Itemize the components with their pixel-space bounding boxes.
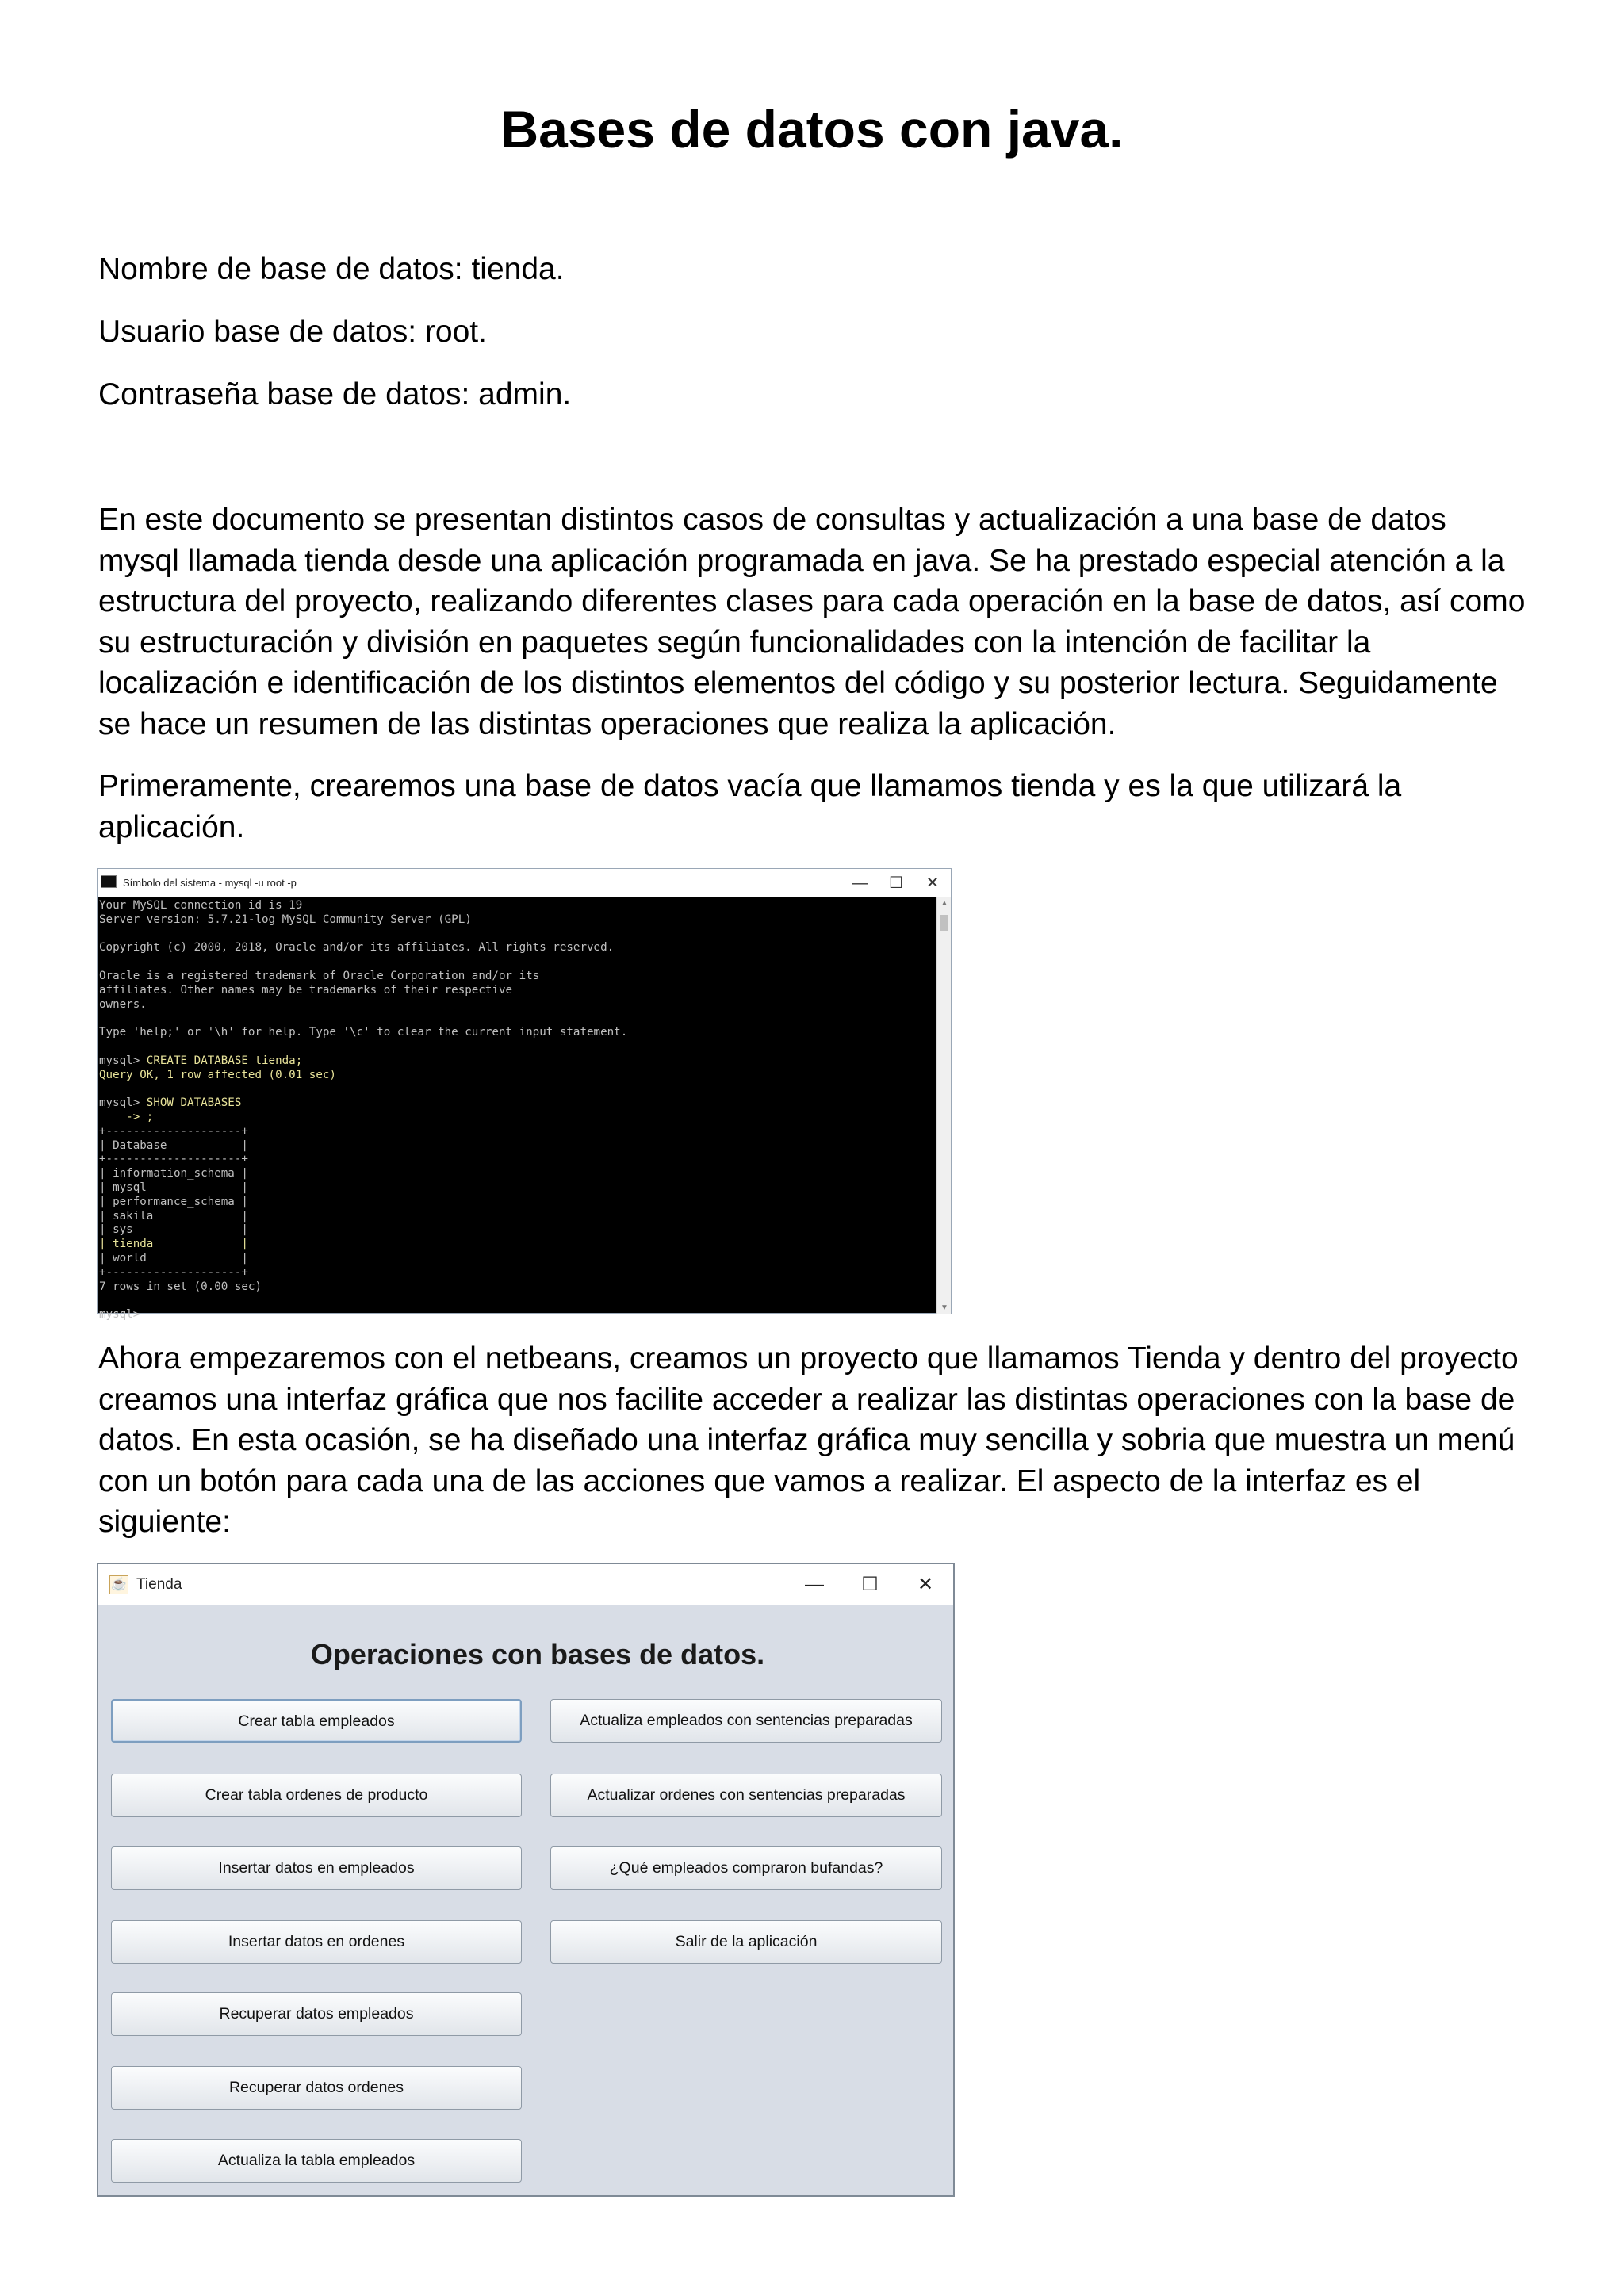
scroll-up-arrow-icon[interactable]: ▲ — [940, 899, 948, 908]
console-scrollbar[interactable] — [936, 897, 951, 1314]
update-orders-prepared-button[interactable]: Actualizar ordenes con sentencias preparadas — [550, 1774, 942, 1817]
netbeans-paragraph: Ahora empezaremos con el netbeans, creamos un proyecto que llamamos Tienda y dentro del proyecto creamos una interfaz gráfica que nos facilite acceder a realizar las distintas operaciones con la base de datos. En esta ocasión, se ha diseñado una interfaz gráfica muy sencilla y sobria que muestra un menú con un botón para cada una de las acciones que vamos a realizar. El aspecto de la interfaz es el siguiente: — [98, 1341, 1519, 1539]
app-maximize-button[interactable]: ☐ — [861, 1574, 879, 1595]
console-line — [99, 955, 936, 970]
console-line: affiliates. Other names may be trademarks of their respective — [99, 983, 513, 997]
database-user-line: Usuario base de datos: root. — [98, 315, 487, 349]
scrollbar-thumb[interactable] — [940, 915, 948, 931]
console-line: -> ; — [99, 1110, 154, 1123]
console-line: | mysql | — [99, 1181, 248, 1194]
java-cup-icon: ☕ — [109, 1575, 128, 1594]
console-line: Copyright (c) 2000, 2018, Oracle and/or its affiliates. All rights reserved. — [99, 941, 615, 955]
console-line: | information_schema | — [99, 1167, 248, 1181]
console-prompt: mysql> — [99, 1054, 147, 1067]
console-line: +--------------------+ — [99, 1265, 248, 1279]
intro-paragraph: En este documento se presentan distintos casos de consultas y actualización a una base de datos mysql llamada tienda desde una aplicación programada en java. Se ha prestado especial atención a la estructura del proyecto, realizando diferentes clases para cada operación en la base de datos, así como su estructuración y división en paquetes según funcionalidades con la intención de facilitar la localización e identificación de los distintos elementos del código y su posterior lectura. Seguidamente se hace un resumen de las distintas operaciones que realiza la aplicación. — [98, 503, 1526, 741]
console-line — [99, 1012, 936, 1026]
console-line: owners. — [99, 997, 147, 1011]
console-line: | sakila | — [99, 1209, 248, 1223]
document-title: Bases de datos con java. — [500, 100, 1124, 159]
console-command: CREATE DATABASE tienda; — [146, 1054, 303, 1067]
update-employees-table-button[interactable]: Actualiza la tabla empleados — [111, 2139, 522, 2183]
command-prompt-icon — [101, 875, 117, 888]
insert-employees-button[interactable]: Insertar datos en empleados — [111, 1846, 522, 1890]
console-line: +--------------------+ — [99, 1153, 248, 1166]
console-minimize-button[interactable]: — — [852, 874, 868, 892]
console-line: Your MySQL connection id is 19 — [99, 899, 303, 912]
app-titlebar — [98, 1564, 953, 1605]
console-line: +--------------------+ — [99, 1124, 248, 1138]
console-prompt: mysql> — [99, 1096, 147, 1110]
mysql-console-screenshot — [97, 868, 952, 1322]
scarf-buyers-button[interactable]: ¿Qué empleados compraron bufandas? — [550, 1846, 942, 1890]
console-maximize-button[interactable]: ☐ — [889, 874, 903, 892]
console-line: | world | — [99, 1251, 248, 1265]
update-employees-prepared-button[interactable]: Actualiza empleados con sentencias preparadas — [550, 1699, 942, 1743]
console-line: 7 rows in set (0.00 sec) — [99, 1280, 262, 1293]
console-titlebar — [98, 869, 951, 897]
console-line: mysql> — [99, 1308, 140, 1322]
console-line: Query OK, 1 row affected (0.01 sec) — [99, 1068, 336, 1081]
exit-application-button[interactable]: Salir de la aplicación — [550, 1920, 942, 1964]
console-line — [99, 1054, 936, 1069]
console-line: Server version: 5.7.21-log MySQL Community Server (GPL) — [99, 913, 472, 926]
console-line: Type 'help;' or '\h' for help. Type '\c' to clear the current input statement. — [99, 1026, 628, 1039]
create-employees-table-button[interactable]: Crear tabla empleados — [111, 1699, 522, 1743]
tienda-app-screenshot — [97, 1563, 955, 2197]
create-orders-table-button[interactable]: Crear tabla ordenes de producto — [111, 1774, 522, 1817]
database-name-line: Nombre de base de datos: tienda. — [98, 252, 565, 286]
app-minimize-button[interactable]: — — [805, 1574, 824, 1595]
console-output — [99, 899, 936, 1322]
console-line — [99, 928, 936, 942]
create-database-paragraph: Primeramente, crearemos una base de datos vacía que llamamos tienda y es la que utilizará la aplicación. — [98, 769, 1402, 844]
console-line: | performance_schema | — [99, 1195, 248, 1208]
console-command: SHOW DATABASES — [146, 1096, 242, 1110]
app-close-button[interactable]: ✕ — [917, 1574, 934, 1595]
app-window-title: Tienda — [136, 1576, 182, 1593]
console-line: | sys | — [99, 1223, 248, 1237]
console-line: Oracle is a registered trademark of Oracle Corporation and/or its — [99, 969, 540, 982]
console-line — [99, 1082, 936, 1096]
console-line — [99, 1096, 936, 1111]
app-heading: Operaciones con bases de datos. — [310, 1638, 765, 1670]
console-line: | tienda | — [99, 1238, 248, 1251]
console-close-button[interactable]: ✕ — [925, 874, 940, 892]
insert-orders-button[interactable]: Insertar datos en ordenes — [111, 1920, 522, 1964]
database-password-line: Contraseña base de datos: admin. — [98, 377, 572, 411]
console-line: | Database | — [99, 1138, 248, 1152]
console-line — [99, 1294, 936, 1308]
console-window-title: Símbolo del sistema - mysql -u root -p — [123, 877, 297, 889]
retrieve-orders-button[interactable]: Recuperar datos ordenes — [111, 2066, 522, 2110]
console-line — [99, 1040, 936, 1054]
retrieve-employees-button[interactable]: Recuperar datos empleados — [111, 1992, 522, 2036]
scroll-down-arrow-icon[interactable]: ▼ — [940, 1303, 948, 1312]
